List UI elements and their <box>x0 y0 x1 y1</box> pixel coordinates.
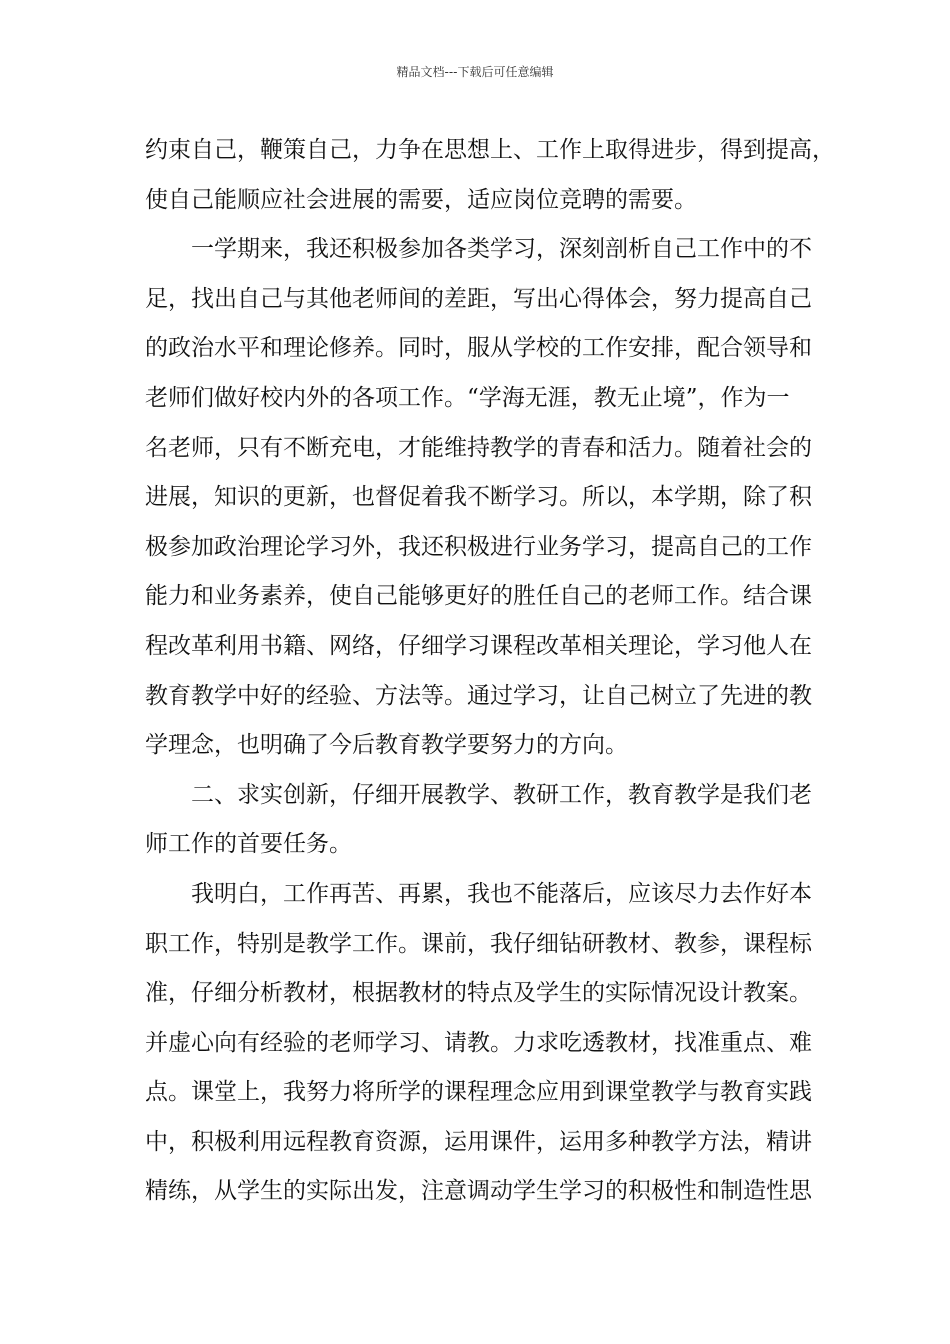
body-line: 学理念，也明确了今后教育教学要努力的方向。 <box>145 732 628 759</box>
body-line: 点。课堂上，我努力将所学的课程理念应用到课堂教学与教育实践 <box>145 1079 812 1106</box>
body-line: 足，找出自己与其他老师间的差距，写出心得体会，努力提高自己 <box>145 285 812 312</box>
body-line: 并虚心向有经验的老师学习、请教。力求吃透教材，找准重点、难 <box>145 1029 812 1056</box>
body-line: 教育教学中好的经验、方法等。通过学习，让自己树立了先进的教 <box>145 682 812 709</box>
body-line: 使自己能顺应社会进展的需要，适应岗位竞聘的需要。 <box>145 186 697 213</box>
body-line: 老师们做好校内外的各项工作。“学海无涯，教无止境”，作为一 <box>145 384 790 411</box>
body-line: 我明白，工作再苦、再累，我也不能落后，应该尽力去作好本 <box>145 880 812 907</box>
body-line: 师工作的首要任务。 <box>145 831 352 858</box>
page-header: 精品文档---下载后可任意编辑 <box>396 65 554 79</box>
body-line: 极参加政治理论学习外，我还积极进行业务学习，提高自己的工作 <box>145 533 812 560</box>
body-line: 精练，从学生的实际出发，注意调动学生学习的积极性和制造性思 <box>145 1178 812 1205</box>
body-line: 准，仔细分析教材，根据教材的特点及学生的实际情况设计教案。 <box>145 980 812 1007</box>
document-body <box>145 126 835 1217</box>
body-line: 进展，知识的更新，也督促着我不断学习。所以，本学期，除了积 <box>145 484 812 511</box>
body-line: 中，积极利用远程教育资源，运用课件，运用多种教学方法，精讲 <box>145 1128 812 1155</box>
body-line: 职工作，特别是教学工作。课前，我仔细钻研教材、教参，课程标 <box>145 930 812 957</box>
body-line: 程改革利用书籍、网络，仔细学习课程改革相关理论，学习他人在 <box>145 632 812 659</box>
body-line: 名老师，只有不断充电，才能维持教学的青春和活力。随着社会的 <box>145 434 812 461</box>
body-line: 的政治水平和理论修养。同时，服从学校的工作安排，配合领导和 <box>145 335 812 362</box>
body-line: 能力和业务素养，使自己能够更好的胜任自己的老师工作。结合课 <box>145 583 812 610</box>
body-line: 二、求实创新，仔细开展教学、教研工作，教育教学是我们老 <box>145 781 812 808</box>
body-line: 约束自己，鞭策自己，力争在思想上、工作上取得进步，得到提高， <box>145 137 835 163</box>
body-line: 一学期来，我还积极参加各类学习，深刻剖析自己工作中的不 <box>145 236 812 263</box>
